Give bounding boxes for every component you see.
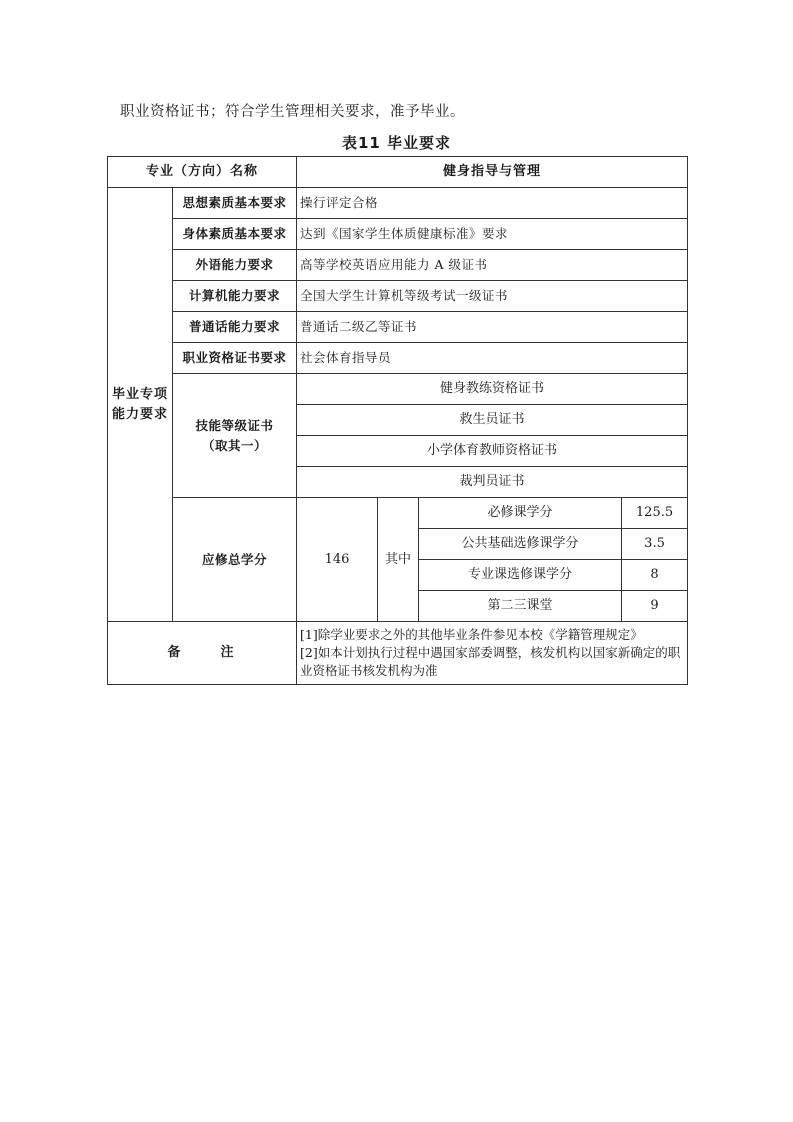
notes-label: 备注 [108, 622, 297, 685]
note-line-2: [2]如本计划执行过程中遇国家部委调整，核发机构以国家新确定的职业资格证书核发机构为准 [300, 645, 681, 678]
certificate-option: 救生员证书 [297, 405, 688, 436]
major-name-label: 专业（方向）名称 [108, 157, 297, 188]
requirement-label: 职业资格证书要求 [173, 343, 297, 374]
note-line-1: [1]除学业要求之外的其他毕业条件参见本校《学籍管理规定》 [300, 627, 643, 642]
skills-label [173, 374, 297, 498]
intro-text: 职业资格证书；符合学生管理相关要求，准予毕业。 [120, 104, 465, 120]
certificate-option: 小学体育教师资格证书 [297, 436, 688, 467]
credit-item-value: 8 [622, 560, 688, 591]
certificate-option: 健身教练资格证书 [297, 374, 688, 405]
graduation-requirements-table [107, 156, 688, 685]
certificate-row [108, 374, 688, 405]
notes-content [297, 622, 688, 685]
total-credits-label: 应修总学分 [173, 498, 297, 622]
requirement-label: 普通话能力要求 [173, 312, 297, 343]
requirement-row [108, 281, 688, 312]
requirement-value: 操行评定合格 [297, 188, 688, 219]
major-name-value: 健身指导与管理 [297, 157, 688, 188]
requirement-row [108, 343, 688, 374]
credit-item-name: 必修课学分 [419, 498, 622, 529]
skills-label-line1: 技能等级证书 [195, 417, 274, 433]
credit-item-name: 专业课选修课学分 [419, 560, 622, 591]
group-label-line1: 毕业专项 [111, 386, 168, 402]
among-label: 其中 [378, 498, 419, 622]
requirement-value: 社会体育指导员 [297, 343, 688, 374]
requirement-row [108, 250, 688, 281]
requirement-value: 全国大学生计算机等级考试一级证书 [297, 281, 688, 312]
credit-item-name: 第二三课堂 [419, 591, 622, 622]
requirement-value: 达到《国家学生体质健康标准》要求 [297, 219, 688, 250]
requirement-value: 普通话二级乙等证书 [297, 312, 688, 343]
requirement-label: 思想素质基本要求 [173, 188, 297, 219]
total-credits-value: 146 [297, 498, 378, 622]
requirement-row [108, 312, 688, 343]
credit-item-value: 3.5 [622, 529, 688, 560]
requirement-row [108, 219, 688, 250]
notes-row [108, 622, 688, 685]
credit-item-value: 9 [622, 591, 688, 622]
credit-row [108, 498, 688, 529]
requirement-row [108, 188, 688, 219]
table-caption: 表11 毕业要求 [341, 134, 452, 152]
requirement-label: 身体素质基本要求 [173, 219, 297, 250]
credit-item-name: 公共基础选修课学分 [419, 529, 622, 560]
credit-item-value: 125.5 [622, 498, 688, 529]
group-label [108, 188, 173, 622]
skills-label-line2: （取其一） [202, 437, 268, 453]
requirement-label: 外语能力要求 [173, 250, 297, 281]
requirement-value: 高等学校英语应用能力 A 级证书 [297, 250, 688, 281]
requirement-label: 计算机能力要求 [173, 281, 297, 312]
header-row [108, 157, 688, 188]
group-label-line2: 能力要求 [111, 406, 168, 422]
certificate-option: 裁判员证书 [297, 467, 688, 498]
